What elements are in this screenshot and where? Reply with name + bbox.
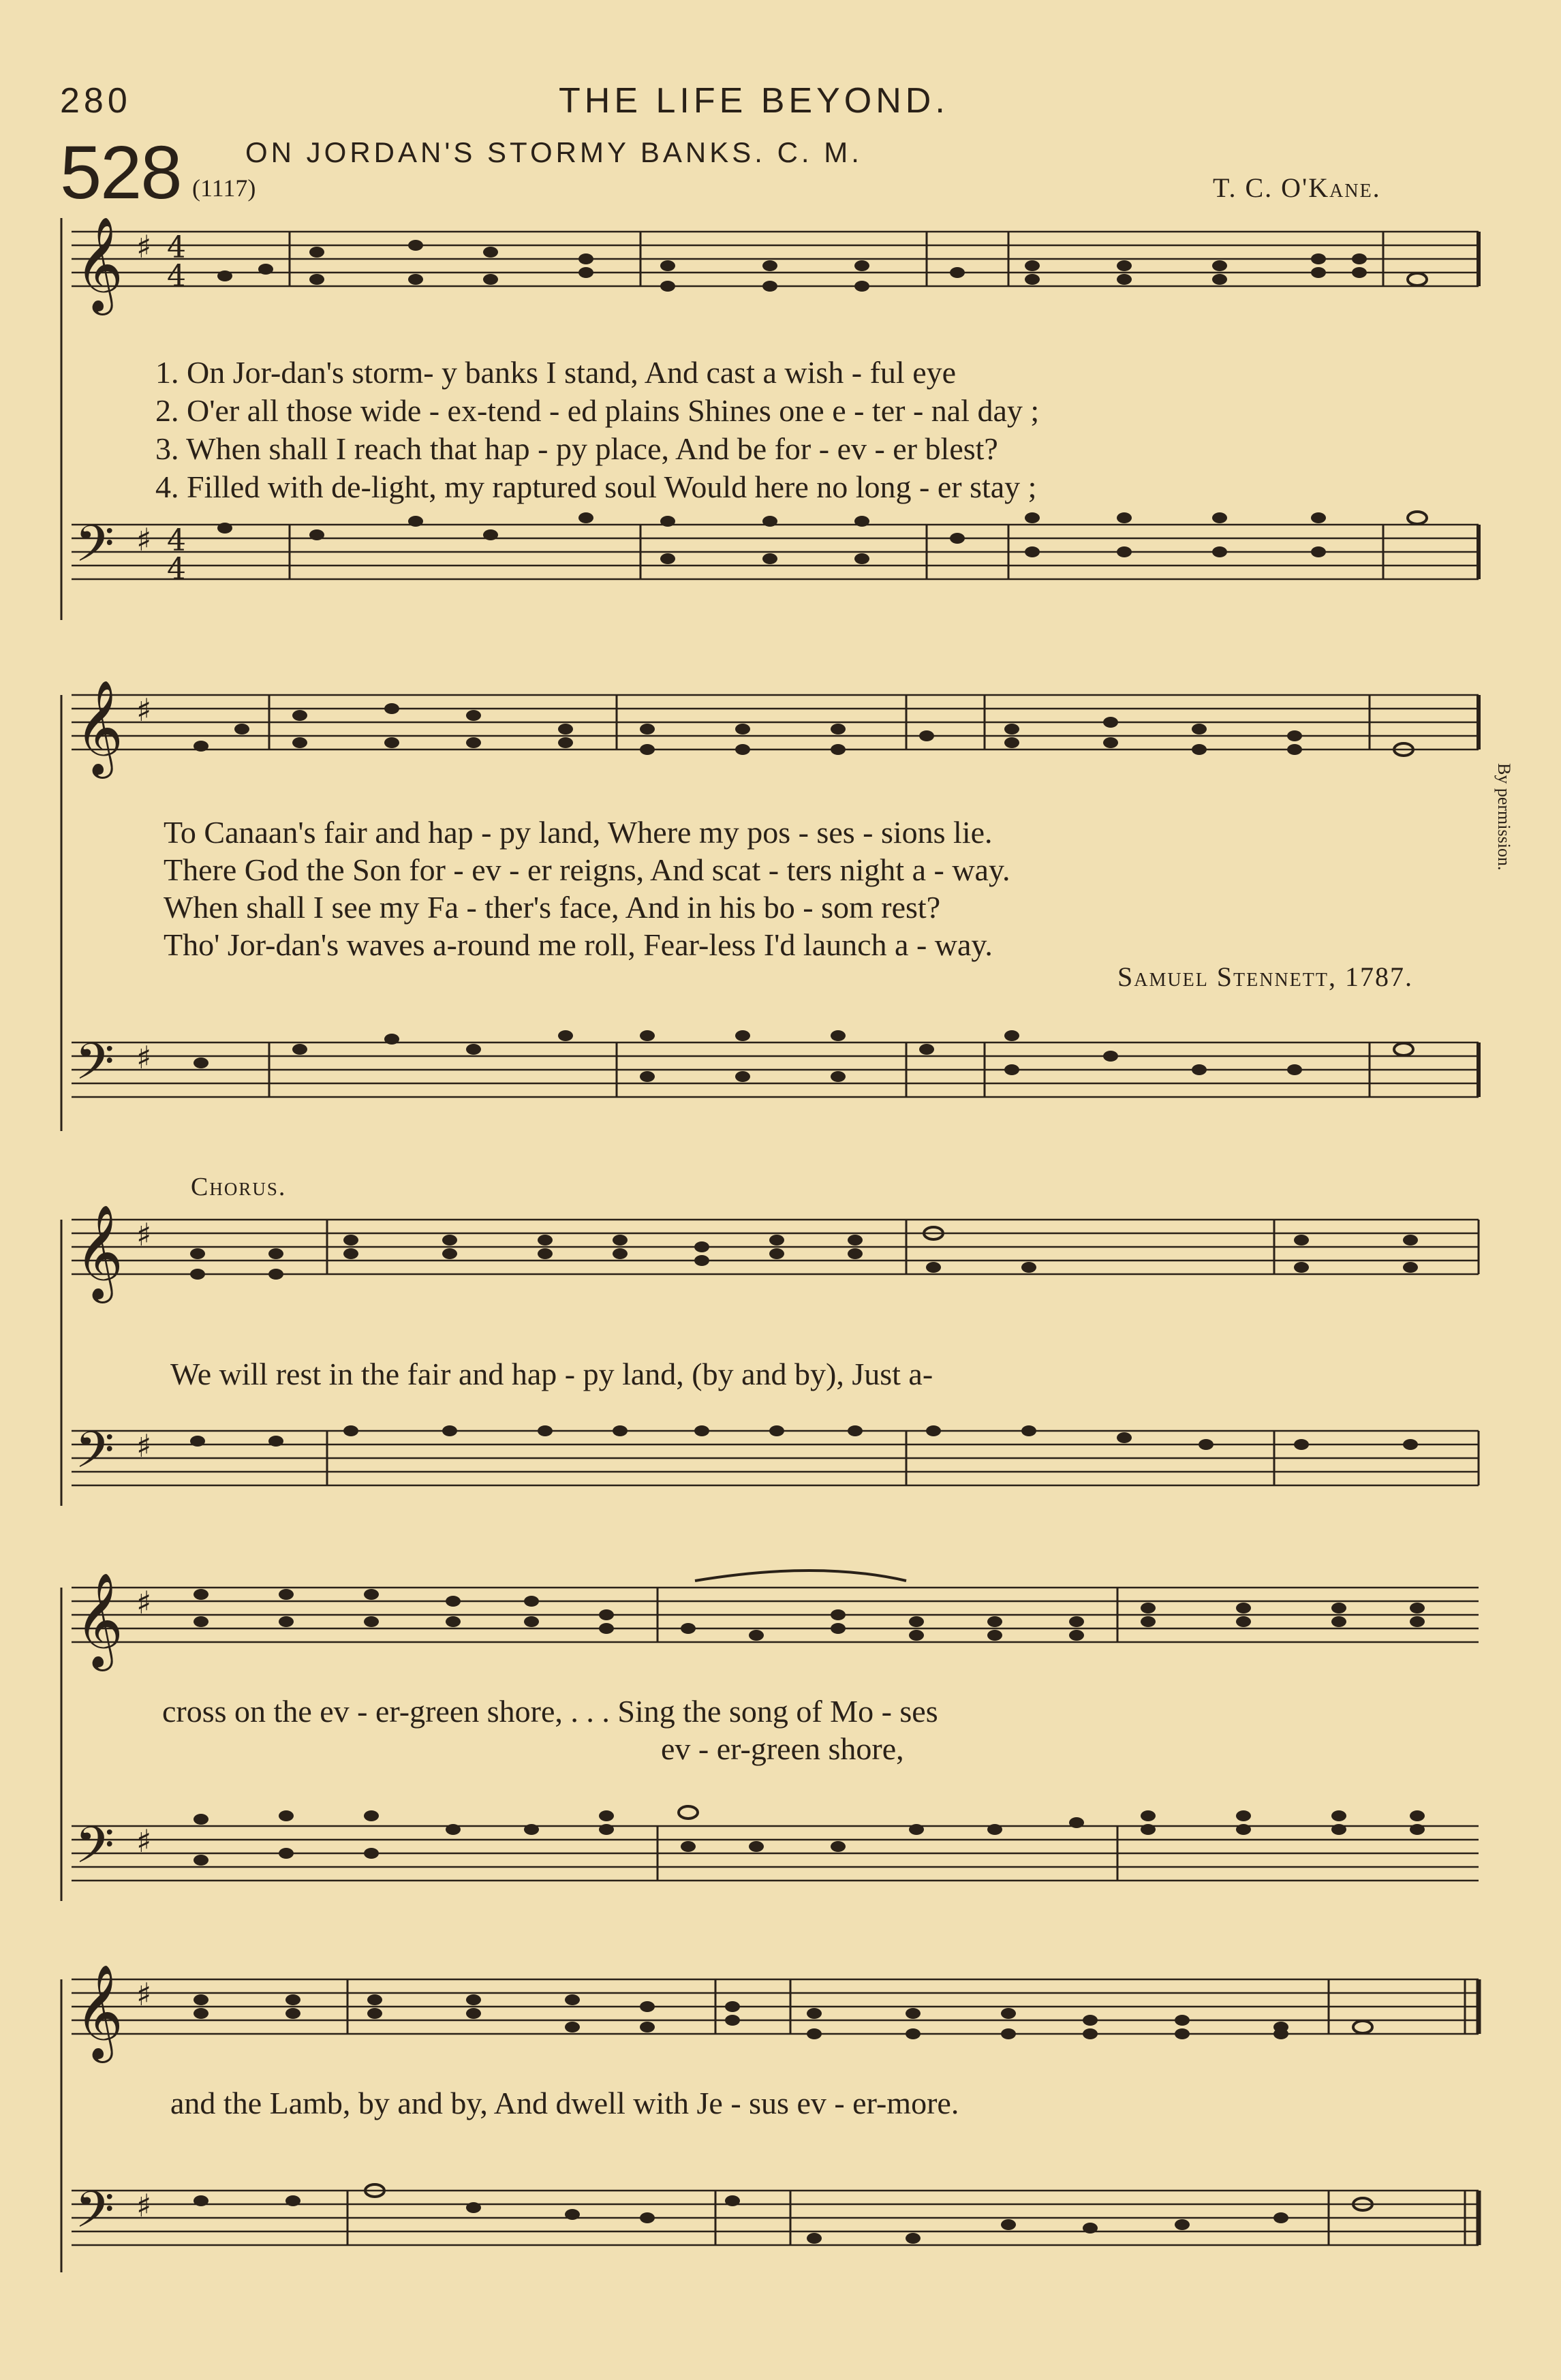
hymn-number: 528 [60, 131, 181, 215]
svg-text:𝄢: 𝄢 [75, 514, 114, 586]
permission-note: By permission. [1494, 763, 1514, 871]
music-system-1 [0, 218, 1561, 640]
chorus-line-2: cross on the ev - er-green shore, . . . Sing the song of Mo - ses [162, 1694, 938, 1729]
chorus-line-1: We will rest in the fair and hap - py land, (by and by), Just a- [170, 1357, 933, 1391]
svg-text:𝄢: 𝄢 [75, 2180, 114, 2252]
svg-text:𝄢: 𝄢 [75, 1032, 114, 1104]
verse-line-3b: When shall I see my Fa - ther's face, And in his bo - som rest? [164, 890, 941, 925]
chorus-label: Chorus. [191, 1173, 287, 1201]
svg-text:♯: ♯ [136, 1216, 152, 1253]
svg-text:♯: ♯ [136, 1976, 152, 2013]
svg-text:4: 4 [167, 230, 186, 265]
chorus-line-2-alt: ev - er-green shore, [661, 1731, 904, 1766]
hymn-title: ON JORDAN'S STORMY BANKS. C. M. [245, 136, 863, 168]
svg-text:♯: ♯ [136, 692, 152, 728]
verse-line-4b: Tho' Jor-dan's waves a-round me roll, Fear-less I'd launch a - way. [164, 927, 993, 962]
verse-line-1b: To Canaan's fair and hap - py land, Where my pos - ses - sions lie. [164, 815, 993, 850]
hymn-alt-number: (1117) [192, 174, 256, 202]
treble-staff [72, 695, 1479, 749]
svg-text:4: 4 [167, 552, 186, 587]
treble-staff [72, 232, 1479, 286]
bass-staff [72, 1042, 1479, 1097]
author-credit: Samuel Stennett, 1787. [1117, 961, 1413, 992]
music-system-5 [0, 1966, 1561, 2286]
composer-credit: T. C. O'Kane. [1213, 172, 1381, 203]
verse-line-2b: There God the Son for - ev - er reigns, And scat - ters night a - way. [164, 852, 1010, 887]
verse-line-4a: 4. Filled with de-light, my raptured soul Would here no long - er stay ; [155, 469, 1037, 504]
treble-staff [72, 1220, 1479, 1274]
svg-text:♯: ♯ [136, 1039, 152, 1076]
verse-line-1a: 1. On Jor-dan's storm- y banks I stand, And cast a wish - ful eye [155, 355, 957, 390]
svg-text:♯: ♯ [136, 1823, 152, 1859]
svg-text:𝄞: 𝄞 [75, 1964, 123, 2059]
svg-text:♯: ♯ [136, 228, 152, 265]
svg-text:♯: ♯ [136, 1427, 152, 1464]
svg-text:𝄞: 𝄞 [75, 1205, 123, 1299]
svg-text:𝄢: 𝄢 [75, 1421, 114, 1492]
verse-line-3a: 3. When shall I reach that hap - py place, And be for - ev - er blest? [155, 431, 998, 466]
svg-text:♯: ♯ [136, 2187, 152, 2224]
bass-staff [72, 2191, 1479, 2245]
treble-staff [72, 1979, 1479, 2034]
running-title: THE LIFE BEYOND. [559, 81, 949, 121]
svg-text:♯: ♯ [136, 1584, 152, 1621]
page-number: 280 [60, 81, 132, 121]
svg-text:4: 4 [167, 523, 186, 558]
svg-text:4: 4 [167, 259, 186, 294]
svg-text:𝄢: 𝄢 [75, 1816, 114, 1887]
chorus-line-3: and the Lamb, by and by, And dwell with Je - sus ev - er-more. [170, 2086, 959, 2120]
verse-line-2a: 2. O'er all those wide - ex-tend - ed plains Shines one e - ter - nal day ; [155, 393, 1040, 428]
svg-text:𝄞: 𝄞 [75, 680, 123, 775]
bass-staff [72, 525, 1479, 579]
svg-text:♯: ♯ [136, 521, 152, 558]
svg-text:𝄞: 𝄞 [75, 217, 123, 311]
svg-text:𝄞: 𝄞 [75, 1573, 123, 1667]
